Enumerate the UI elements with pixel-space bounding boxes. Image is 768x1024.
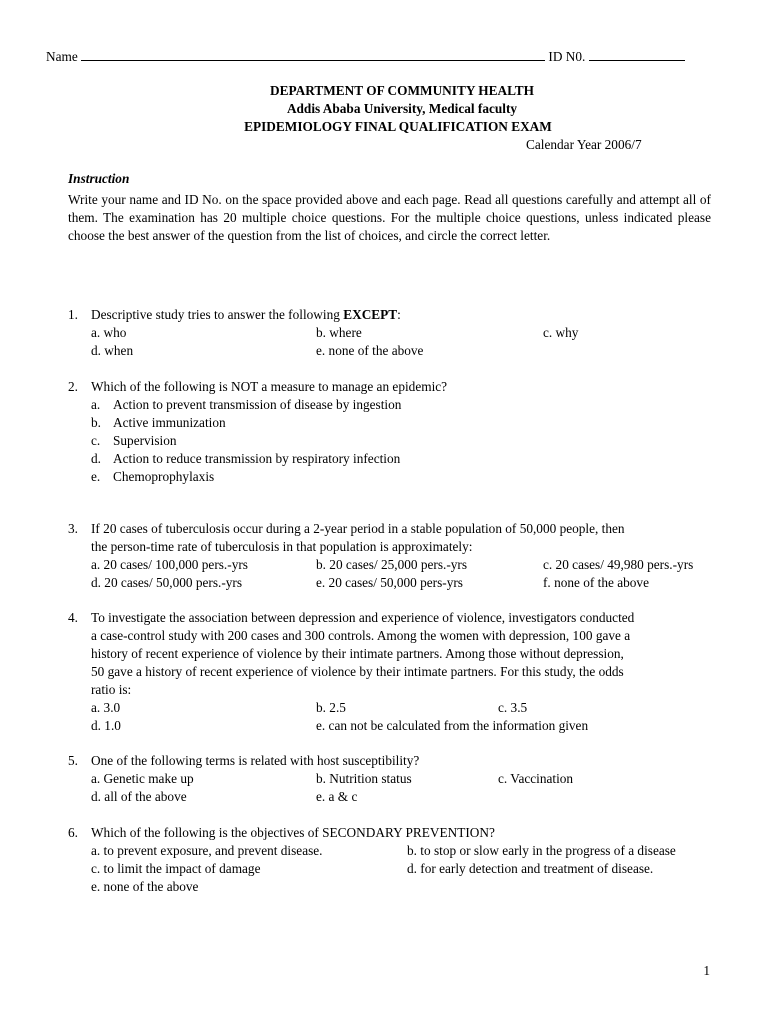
question-stem-line-3: history of recent experience of violence by their intimate partners. Among those without depression, bbox=[91, 646, 624, 661]
question-1 bbox=[68, 306, 718, 360]
department-title: DEPARTMENT OF COMMUNITY HEALTH bbox=[270, 83, 534, 98]
option-d: d. 1.0 bbox=[91, 718, 121, 733]
option-row bbox=[91, 860, 718, 878]
option-c: c. to limit the impact of damage bbox=[91, 861, 261, 876]
option-row bbox=[91, 842, 718, 860]
question-stem: Which of the following is the objectives of SECONDARY PREVENTION? bbox=[91, 825, 495, 840]
question-number: 6. bbox=[68, 825, 78, 840]
option-a: a. 3.0 bbox=[91, 700, 121, 715]
exam-title: EPIDEMIOLOGY FINAL QUALIFICATION EXAM bbox=[244, 119, 552, 134]
instruction-title: Instruction bbox=[68, 171, 130, 186]
question-stem-line-1: If 20 cases of tuberculosis occur during a 2-year period in a stable population of 50,000 people, then bbox=[91, 521, 625, 536]
question-stem-line-2: the person-time rate of tuberculosis in that population is approximately: bbox=[91, 539, 473, 554]
option-row bbox=[91, 878, 718, 896]
option-row bbox=[91, 556, 718, 574]
option-a: a. who bbox=[91, 325, 127, 340]
option-a: a. Genetic make up bbox=[91, 771, 194, 786]
option-c: c. why bbox=[543, 325, 579, 340]
option-row bbox=[91, 324, 718, 342]
question-stem: One of the following terms is related with host susceptibility? bbox=[91, 753, 420, 768]
question-number: 4. bbox=[68, 610, 78, 625]
question-stem-line-1: To investigate the association between depression and experience of violence, investigators conducted bbox=[91, 610, 635, 625]
option-d: d. for early detection and treatment of disease. bbox=[407, 861, 654, 876]
option-c: c. 20 cases/ 49,980 pers.-yrs bbox=[543, 557, 694, 572]
option-e: e. Chemoprophylaxis bbox=[91, 469, 215, 484]
page-number: 1 bbox=[703, 963, 710, 978]
option-d: d. 20 cases/ 50,000 pers.-yrs bbox=[91, 575, 243, 590]
question-stem: Which of the following is NOT a measure to manage an epidemic? bbox=[91, 379, 448, 394]
exam-header bbox=[0, 82, 768, 136]
question-stem-line-5: ratio is: bbox=[91, 682, 132, 697]
question-number: 1. bbox=[68, 307, 78, 322]
name-blank bbox=[81, 47, 545, 61]
option-c: c. Supervision bbox=[91, 433, 177, 448]
question-5 bbox=[68, 752, 718, 806]
option-row bbox=[91, 717, 718, 735]
question-stem-line-4: 50 gave a history of recent experience of violence by their intimate partners. For this study, the odds bbox=[91, 664, 624, 679]
option-a: a. Action to prevent transmission of disease by ingestion bbox=[91, 397, 402, 412]
option-e: e. none of the above bbox=[91, 879, 199, 894]
option-d: d. Action to reduce transmission by respiratory infection bbox=[91, 451, 401, 466]
option-e: e. 20 cases/ 50,000 pers-yrs bbox=[316, 575, 463, 590]
option-d: d. when bbox=[91, 343, 134, 358]
calendar-year: Calendar Year 2006/7 bbox=[526, 137, 642, 152]
university-title: Addis Ababa University, Medical faculty bbox=[286, 101, 518, 116]
option-e: e. can not be calculated from the information given bbox=[316, 718, 589, 733]
option-a: a. to prevent exposure, and prevent disease. bbox=[91, 843, 323, 858]
option-b: b. Active immunization bbox=[91, 415, 226, 430]
name-id-line bbox=[46, 47, 685, 66]
id-label: ID N0. bbox=[548, 49, 586, 64]
option-b: b. where bbox=[316, 325, 362, 340]
option-b: b. 2.5 bbox=[316, 700, 346, 715]
option-row bbox=[91, 788, 718, 806]
option-c: c. 3.5 bbox=[498, 700, 528, 715]
question-number: 5. bbox=[68, 753, 78, 768]
option-d: d. all of the above bbox=[91, 789, 187, 804]
question-4 bbox=[68, 609, 718, 735]
name-label: Name bbox=[46, 49, 78, 64]
option-list bbox=[91, 396, 718, 486]
option-c: c. Vaccination bbox=[498, 771, 574, 786]
option-f: f. none of the above bbox=[543, 575, 649, 590]
option-a: a. 20 cases/ 100,000 pers.-yrs bbox=[91, 557, 248, 572]
question-stem: Descriptive study tries to answer the following EXCEPT: bbox=[91, 307, 401, 322]
option-e: e. none of the above bbox=[316, 343, 424, 358]
id-blank bbox=[589, 47, 685, 61]
option-row bbox=[91, 699, 718, 717]
question-number: 2. bbox=[68, 379, 78, 394]
option-e: e. a & c bbox=[316, 789, 358, 804]
question-3 bbox=[68, 520, 718, 592]
option-row bbox=[91, 770, 718, 788]
option-b: b. to stop or slow early in the progress of a disease bbox=[407, 843, 676, 858]
option-row bbox=[91, 342, 718, 360]
option-b: b. 20 cases/ 25,000 pers.-yrs bbox=[316, 557, 468, 572]
question-6 bbox=[68, 824, 718, 896]
question-number: 3. bbox=[68, 521, 78, 536]
option-b: b. Nutrition status bbox=[316, 771, 412, 786]
option-row bbox=[91, 574, 718, 592]
instruction-text: Write your name and ID No. on the space provided above and each page. Read all questions carefully and attempt all of them. The examination has 20 multiple choice questions. For the multiple choice questions, unless indicated please choose the best answer of the question from the list of choices, and circle the correct letter. bbox=[68, 192, 711, 243]
question-2 bbox=[68, 378, 718, 486]
question-stem-line-2: a case-control study with 200 cases and 300 controls. Among the women with depression, 100 gave a bbox=[91, 628, 631, 643]
